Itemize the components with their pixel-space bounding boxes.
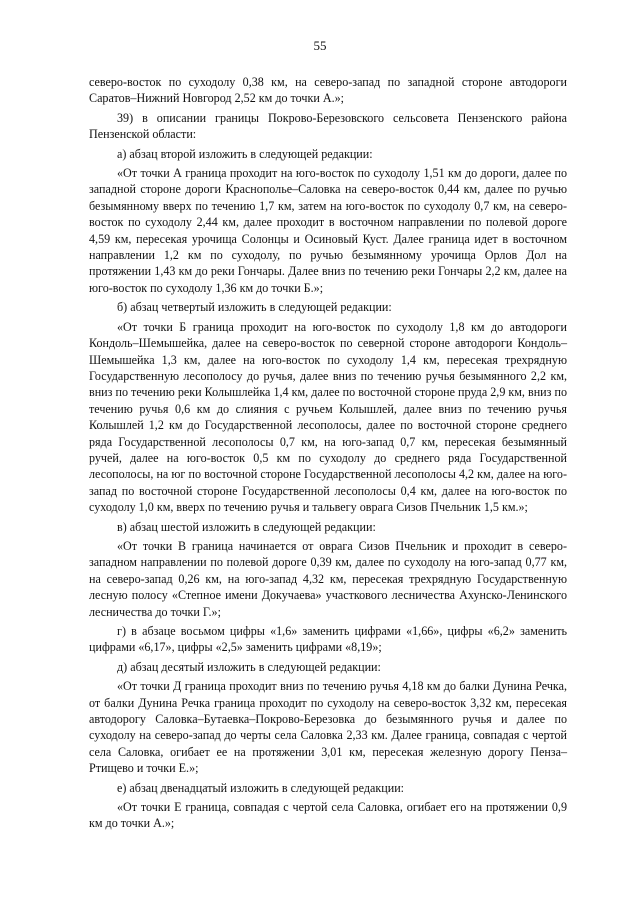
- paragraph: «От точки А граница проходит на юго-восток по суходолу 1,51 км до дороги, далее по западной стороне дороги Краснополье–Саловка на северо-восток 0,44 км, далее по ручью безымянному вверх по течению 1,7 км, затем на юго-восток по суходолу 0,7 км, на северо-восток по суходолу 2,44 км, далее проходит в восточном направлении по полевой дороге 4,59 км, пересекая урочища Солонцы и Осиновый Куст. Далее граница идет в восточном направлении 1,2 км по суходолу, по ручью безымянному урочища Орлов Дол на протяжении 1,43 км до реки Гончары. Далее вниз по течению реки Гончары 2,2 км, далее на юго-восток по суходолу 1,36 км до точки Б.»;: [89, 166, 567, 295]
- paragraph: северо-восток по суходолу 0,38 км, на северо-запад по западной стороне автодороги Саратов–Нижний Новгород 2,52 км до точки А.»;: [89, 75, 567, 106]
- paragraph: «От точки Д граница проходит вниз по течению ручья 4,18 км до балки Дунина Речка, от балки Дунина Речка граница проходит по суходолу на северо-восток 3,32 км, пересекая автодорогу Саловка–Бутаевка–Покрово-Березовка до безымянного ручья и далее по суходолу на северо-запад до черты села Саловка 2,33 км. Далее граница, совпадая с чертой села Саловка, огибает ее на протяжении 3,01 км, пересекая железную дорогу Пенза–Ртищево и точки Е.»;: [89, 679, 567, 776]
- paragraph: в) абзац шестой изложить в следующей редакции:: [117, 519, 376, 534]
- paragraph: а) абзац второй изложить в следующей редакции:: [117, 146, 373, 161]
- paragraph: «От точки Е граница, совпадая с чертой села Саловка, огибает его на протяжении 0,9 км до точки А.»;: [89, 800, 567, 831]
- paragraph: г) в абзаце восьмом цифры «1,6» заменить цифрами «1,66», цифры «6,2» заменить цифрами «6,17», цифры «2,5» заменить цифрами «8,19»;: [89, 624, 567, 655]
- page-number: 55: [313, 38, 327, 53]
- paragraph: е) абзац двенадцатый изложить в следующей редакции:: [117, 780, 405, 795]
- paragraph: «От точки В граница начинается от оврага Сизов Пчельник и проходит в северо-западном направлении по полевой дороге 0,39 км, далее по суходолу на юго-запад 0,77 км, на северо-запад 0,26 км, на юго-запад 4,32 км, пересекая трехрядную Государственную лесную полосу «Степное имени Докучаева» участкового лесничества Ахунско-Ленинского лесничества до точки Г.»;: [89, 538, 567, 619]
- paragraph: «От точки Б граница проходит на юго-восток по суходолу 1,8 км до автодороги Кондоль–Шемышейка, далее на северо-восток по северной стороне автодороги Кондоль–Шемышейка 1,3 км, далее на юго-восток по суходолу 1,4 км, пересекая трехрядную Государственную лесополосу до ручья, далее вниз по течению ручья безымянного 2,2 км, вниз по течению реки Колышлейка 1,4 км, далее по восточной стороне пруда 2,9 км, вниз по течению ручья 0,6 км до слияния с ручьем Колышлей, далее вниз по течению ручья Колышлей 1,2 км до Государственной лесополосы, далее по восточной стороне среднего ряда Государственной лесополосы 0,7 км, на юго-запад 0,7 км, пересекая безымянный ручей, далее на юго-восток 0,5 км по суходолу до среднего ряда Государственной лесополосы, на юг по восточной стороне Государственной лесополосы 4,2 км, далее на юго-запад по восточной стороне Государственной лесополосы 0,4 км, далее на юго-восток по суходолу 1,0 км, вверх по течению ручья и тальвегу оврага Сизов Пчельник 1,5 км.»;: [89, 319, 567, 515]
- paragraph: б) абзац четвертый изложить в следующей редакции:: [117, 300, 392, 315]
- paragraph: 39) в описании границы Покрово-Березовского сельсовета Пензенского района Пензенской области:: [89, 110, 567, 142]
- document-body: [89, 74, 567, 832]
- paragraph: д) абзац десятый изложить в следующей редакции:: [117, 659, 381, 674]
